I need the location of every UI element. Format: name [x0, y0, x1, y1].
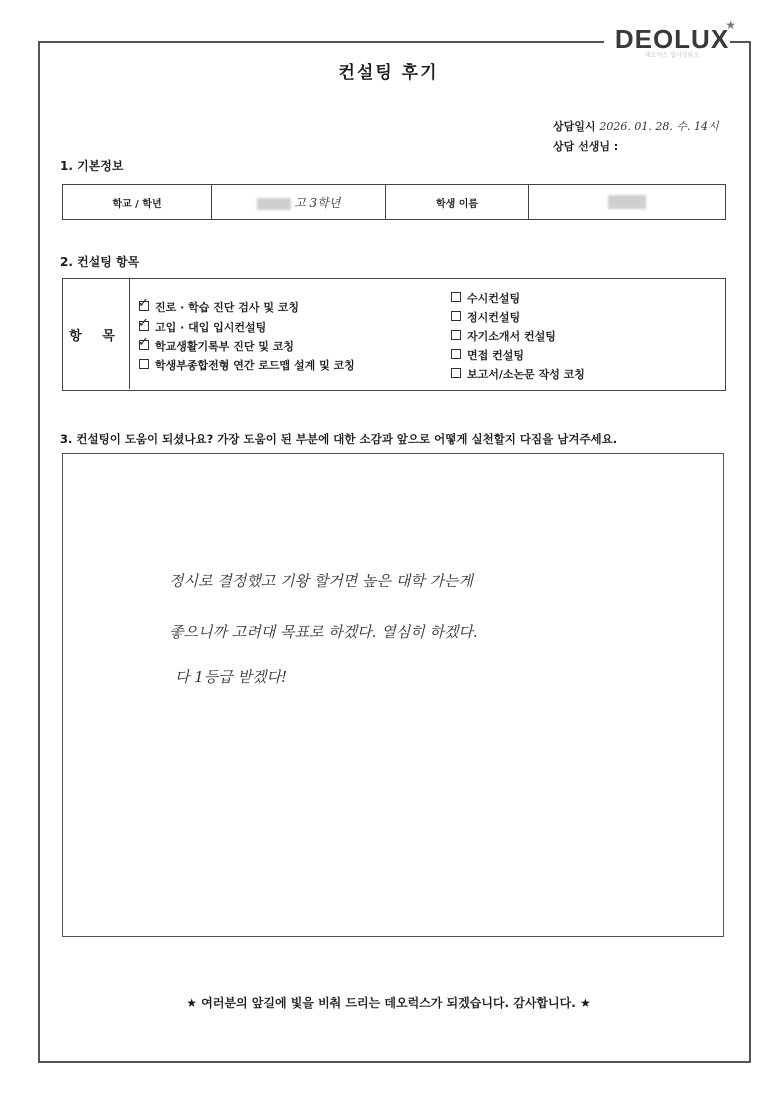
checkbox[interactable]: [138, 296, 149, 311]
document-title: 컨설팅 후기: [338, 63, 439, 83]
frame-left: [38, 41, 40, 1062]
item-label: 보고서/소논문 작성 코칭: [467, 368, 585, 381]
brand-logo: [612, 18, 736, 60]
consult-date-label: 상담일시: [553, 120, 596, 133]
section-basic-info-title: 1. 기본정보: [60, 159, 124, 173]
logo-wordmark: DEOLUX: [614, 24, 730, 54]
item-label: 수시컨설팅: [467, 292, 521, 305]
check-mark-icon: ✓: [138, 296, 149, 311]
consult-teacher-label: 상담 선생님 :: [553, 140, 619, 153]
item-label: 면접 컨설팅: [467, 349, 524, 362]
school-value-cell: [212, 185, 386, 220]
item-self-introduction[interactable]: [451, 328, 556, 344]
frame-right: [749, 41, 751, 1062]
item-label: 진로 · 학습 진단 검사 및 코칭: [155, 301, 300, 314]
school-label: 학교 / 학년: [63, 185, 212, 220]
section-items-title: 2. 컨설팅 항목: [60, 255, 140, 269]
checkbox[interactable]: [451, 368, 461, 378]
consult-teacher: [553, 138, 618, 154]
frame-bottom: [38, 1061, 751, 1063]
basic-info-table: [62, 184, 726, 220]
redacted-school-name: [257, 198, 291, 210]
item-label: 자기소개서 컨설팅: [467, 330, 556, 343]
checkbox[interactable]: [451, 349, 461, 359]
item-label: 학생부종합전형 연간 로드맵 설계 및 코칭: [155, 359, 355, 372]
student-name-cell: [529, 185, 726, 220]
footer-message: ★ 여러분의 앞길에 빛을 비춰 드리는 데오럭스가 되겠습니다. 감사합니다. ★: [186, 996, 591, 1010]
check-mark-icon: ✓: [138, 316, 149, 331]
student-name-label: 학생 이름: [386, 185, 529, 220]
frame-top-right: [730, 41, 750, 43]
feedback-answer-box[interactable]: [62, 453, 724, 937]
item-label: 고입 · 대입 입시컨설팅: [155, 321, 267, 334]
consult-date-value: 2026. 01. 28. 수. 14시: [599, 120, 719, 133]
item-annual-roadmap[interactable]: [139, 357, 355, 373]
item-interview[interactable]: [451, 347, 524, 363]
item-regular-admission[interactable]: [451, 309, 520, 325]
feedback-question: 3. 컨설팅이 도움이 되셨나요? 가장 도움이 된 부분에 대한 소감과 앞으로 어떻게 실천할지 다짐을 남겨주세요.: [60, 432, 618, 446]
consult-date: [553, 118, 719, 134]
item-report-writing[interactable]: [451, 366, 585, 382]
item-admission-consulting[interactable]: [138, 316, 267, 335]
star-icon: ★: [725, 18, 736, 32]
frame-top-left: [38, 41, 604, 43]
checkbox[interactable]: [138, 335, 149, 350]
item-early-admission[interactable]: [451, 290, 520, 306]
checkbox[interactable]: [451, 330, 461, 340]
logo-subtitle: 데오럭스 입시상담소: [644, 52, 700, 59]
item-school-record[interactable]: [138, 335, 294, 354]
checkbox[interactable]: [451, 292, 461, 302]
items-label: 항 목: [63, 279, 130, 389]
answer-line: 좋으니까 고려대 목표로 하겠다. 열심히 하겠다.: [169, 623, 478, 641]
item-label: 정시컨설팅: [467, 311, 521, 324]
redacted-student-name: [608, 195, 646, 209]
checkbox[interactable]: [139, 359, 149, 369]
answer-line: 다 1등급 받겠다!: [175, 668, 288, 686]
answer-line: 정시로 결정했고 기왕 할거면 높은 대학 가는게: [169, 572, 473, 590]
check-mark-icon: ✓: [138, 335, 149, 350]
consulting-items-box: [62, 278, 726, 391]
item-label: 학교생활기록부 진단 및 코칭: [155, 340, 294, 353]
checkbox[interactable]: [138, 316, 149, 331]
checkbox[interactable]: [451, 311, 461, 321]
item-career-diagnosis[interactable]: [138, 296, 300, 315]
school-value: 고 3학년: [294, 195, 341, 210]
